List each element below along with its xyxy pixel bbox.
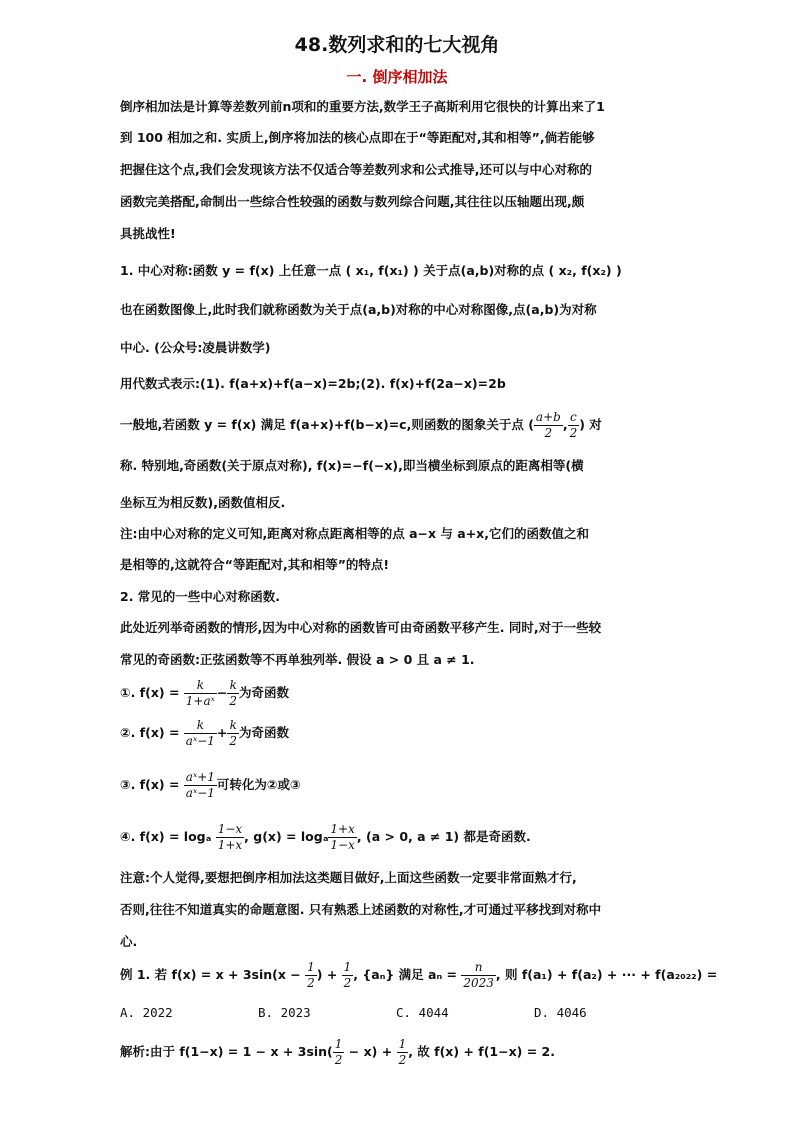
intro-line-2: 到 100 相加之和. 实质上,倒序将加法的核心点即在于“等距配对,其和相等”,倘若能够 <box>120 130 595 145</box>
example-text: , 则 f(a₁) + f(a₂) + ··· + f(a₂₀₂₂) = <box>495 967 718 982</box>
attention-line-2: 否则,往往不知道真实的命题意图. 只有熟悉上述函数的对称性,才可通过平移找到对称中 <box>120 902 602 917</box>
attention-line-1: 注意:个人觉得,要想把倒序相加法这类题目做好,上面这些函数一定要非常面熟才行, <box>120 870 577 885</box>
note-line-1: 注:由中心对称的定义可知,距离对称点距离相等的点 a−x 与 a+x,它们的函数值之和 <box>120 526 589 541</box>
fraction-c <box>568 410 580 441</box>
frac-denominator: 1+x <box>217 838 243 852</box>
frac-numerator: a+b <box>535 410 561 424</box>
section-heading: 一. 倒序相加法 <box>346 68 448 86</box>
frac-denominator: 1−x <box>330 838 355 852</box>
frac-denominator: aˣ−1 <box>185 786 215 800</box>
formula-lhs: ④. f(x) = logₐ <box>120 829 212 844</box>
frac-numerator: n <box>461 960 496 976</box>
frac-numerator: k <box>227 678 239 694</box>
fraction <box>184 678 217 709</box>
frac-numerator: 1 <box>343 960 352 974</box>
option-d: D. 4046 <box>534 1005 587 1020</box>
frac-denominator: 2 <box>398 1053 407 1067</box>
solution-text: , 故 f(x) + f(1−x) = 2. <box>408 1044 555 1059</box>
frac-denominator: 2 <box>343 976 352 990</box>
fraction-a-plus-b <box>534 410 563 441</box>
option-b: B. 2023 <box>258 1005 311 1020</box>
intro-line-3: 把握住这个点,我们会发现该方法不仅适合等差数列求和公式推导,还可以与中心对称的 <box>120 162 592 177</box>
operator: + <box>216 725 228 740</box>
option-a: A. 2022 <box>120 1005 173 1020</box>
intro-line-4: 函数完美搭配,命制出一些综合性较强的函数与数列综合问题,其往往以压轴题出现,颇 <box>120 194 585 209</box>
frac-denominator: 2023 <box>463 976 494 990</box>
frac-denominator: 2 <box>544 426 553 440</box>
fraction <box>342 960 354 991</box>
fraction <box>216 822 244 853</box>
fraction <box>227 678 239 709</box>
frac-numerator: 1 <box>334 1037 343 1051</box>
frac-denominator: aˣ−1 <box>185 734 215 748</box>
example-text: ) + <box>316 967 342 982</box>
example-text: , {aₙ} 满足 aₙ = <box>353 967 462 982</box>
frac-numerator: k <box>184 718 217 734</box>
frac-numerator: c <box>568 410 580 426</box>
formula-desc: 可转化为②或③ <box>216 777 301 792</box>
central-symmetry-line-1: 1. 中心对称:函数 y = f(x) 上任意一点 ( x₁, f(x₁) ) 关于点(a,b)对称的点 ( x₂, f(x₂) ) <box>120 263 622 278</box>
solution-text: 解析:由于 f(1−x) = 1 − x + 3sin( <box>120 1044 333 1059</box>
general-symmetry-text: 一般地,若函数 y = f(x) 满足 f(a+x)+f(b−x)=c,则函数的图象关于点 ( <box>120 417 534 432</box>
intro-line-5: 具挑战性! <box>120 226 176 241</box>
frac-numerator: k <box>184 678 217 694</box>
central-symmetry-line-2: 也在函数图像上,此时我们就称函数为关于点(a,b)对称的中心对称图像,点(a,b)为对称 <box>120 302 597 317</box>
solution-text: − x) + <box>344 1044 397 1059</box>
fraction <box>184 718 217 749</box>
formula-lhs: ①. f(x) = <box>120 685 180 700</box>
intro-line-1: 倒序相加法是计算等差数列前n项和的重要方法,数学王子高斯利用它很快的计算出来了1 <box>120 99 605 114</box>
general-symmetry-line: 一般地,若函数 y = f(x) 满足 f(a+x)+f(b−x)=c,则函数的图象关于点 ( $\frac{a+b}{2}$ , $\frac{c}{2}$ ) 对 <box>120 410 602 440</box>
common-functions-heading: 2. 常见的一些中心对称函数. <box>120 589 281 604</box>
fraction <box>328 822 356 853</box>
frac-numerator: 1+x <box>330 822 355 836</box>
formula-middle: , g(x) = logₐ <box>244 829 329 844</box>
example-1-question <box>120 960 718 991</box>
formula-item-2 <box>120 718 680 749</box>
fraction <box>333 1037 345 1068</box>
fraction <box>184 770 217 801</box>
formula-lhs: ③. f(x) = <box>120 777 180 792</box>
frac-denominator: 2 <box>229 734 238 748</box>
frac-numerator: k <box>227 718 239 734</box>
frac-numerator: 1−x <box>217 822 243 836</box>
general-symmetry-end: ) 对 <box>579 417 602 432</box>
central-symmetry-line-3: 中心. (公众号:凌晨讲数学) <box>120 340 271 355</box>
formula-lhs: ②. f(x) = <box>120 725 180 740</box>
fraction <box>461 960 496 991</box>
odd-function-line-2: 坐标互为相反数),函数值相反. <box>120 495 286 510</box>
frac-numerator: aˣ+1 <box>185 770 215 784</box>
frac-denominator: 1+aˣ <box>185 694 215 708</box>
solution-line <box>120 1037 680 1068</box>
frac-denominator: 2 <box>307 976 315 990</box>
formula-desc: 为奇函数 <box>239 725 290 740</box>
common-functions-line-2: 常见的奇函数:正弦函数等不再单独列举. 假设 a > 0 且 a ≠ 1. <box>120 652 475 667</box>
common-functions-line-1: 此处近列举奇函数的情形,因为中心对称的函数皆可由奇函数平移产生. 同时,对于一些较 <box>120 620 602 635</box>
odd-function-line-1: 称. 特别地,奇函数(关于原点对称), f(x)=−f(−x),即当横坐标到原点的距离相等(横 <box>120 458 584 473</box>
frac-denominator: 2 <box>229 694 238 708</box>
formula-desc: , (a > 0, a ≠ 1) 都是奇函数. <box>356 829 531 844</box>
frac-numerator: 1 <box>307 960 315 974</box>
algebraic-form-line: 用代数式表示:(1). f(a+x)+f(a−x)=2b;(2). f(x)+f(2a−x)=2b <box>120 376 506 391</box>
page-title: 48.数列求和的七大视角 <box>294 34 500 56</box>
frac-denominator: 2 <box>569 426 578 440</box>
formula-item-4 <box>120 822 680 853</box>
operator: − <box>216 685 228 700</box>
note-line-2: 是相等的,这就符合“等距配对,其和相等”的特点! <box>120 557 390 572</box>
frac-denominator: 2 <box>334 1053 343 1067</box>
frac-numerator: 1 <box>398 1037 407 1051</box>
example-text: 例 1. 若 f(x) = x + 3sin(x − <box>120 967 306 982</box>
option-c: C. 4044 <box>396 1005 449 1020</box>
formula-item-1 <box>120 678 680 709</box>
formula-item-3 <box>120 770 680 801</box>
fraction <box>227 718 239 749</box>
formula-desc: 为奇函数 <box>239 685 290 700</box>
fraction <box>305 960 317 991</box>
attention-line-3: 心. <box>120 934 138 949</box>
fraction <box>397 1037 409 1068</box>
